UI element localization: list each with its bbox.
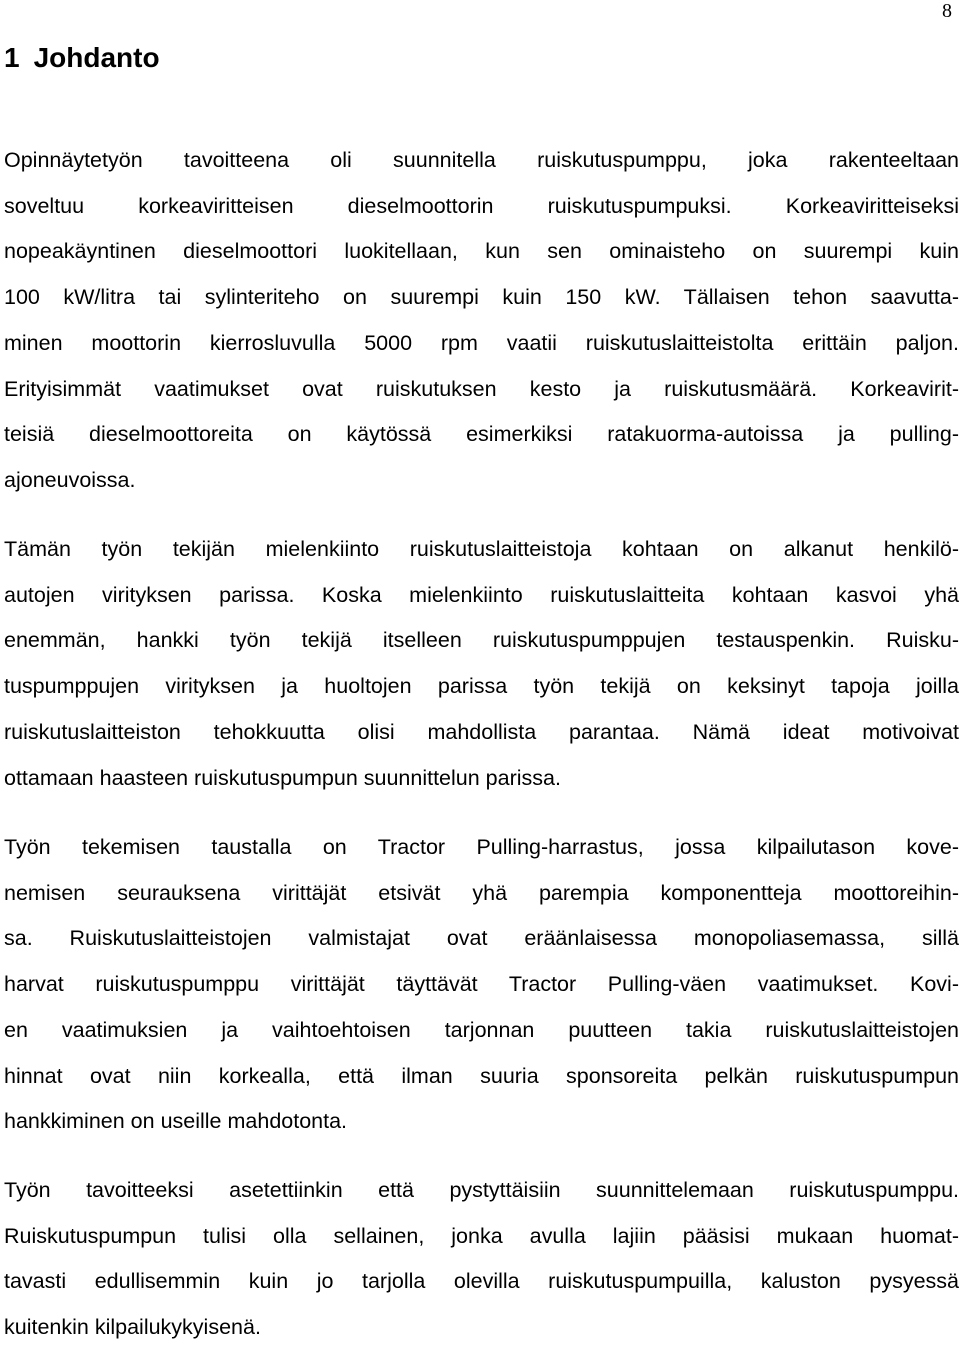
paragraph-objective xyxy=(4,138,959,504)
text-line: sa. Ruiskutuslaitteistojen valmistajat ovat eräänlaisessa monopoliasemassa, sillä xyxy=(4,926,959,951)
page-number: 8 xyxy=(942,0,952,22)
chapter-number: 1 xyxy=(4,42,20,73)
paragraph-motivation xyxy=(4,527,959,801)
text-line: minen moottorin kierrosluvulla 5000 rpm vaatii ruiskutuslaitteistolta erittäin paljon. xyxy=(4,330,959,355)
text-line: teisiä dieselmoottoreita on käytössä esimerkiksi ratakuorma-autoissa ja pulling- xyxy=(4,422,959,447)
text-line: ruiskutuslaitteiston tehokkuutta olisi mahdollista parantaa. Nämä ideat motivoivat xyxy=(4,719,959,744)
text-line: 100 kW/litra tai sylinteriteho on suurempi kuin 150 kW. Tällaisen tehon saavutta- xyxy=(4,285,959,310)
text-line: nemisen seurauksena virittäjät etsivät yhä parempia komponentteja moottoreihin- xyxy=(4,880,959,905)
text-line: enemmän, hankki työn tekijä itselleen ruiskutuspumppujen testauspenkin. Ruisku- xyxy=(4,628,959,653)
text-line: Ruiskutuspumpun tulisi olla sellainen, jonka avulla lajiin pääsisi mukaan huomat- xyxy=(4,1223,959,1248)
text-line: Erityisimmät vaatimukset ovat ruiskutuksen kesto ja ruiskutusmäärä. Korkeavirit- xyxy=(4,376,959,401)
text-line: ottamaan haasteen ruiskutuspumpun suunnittelun parissa. xyxy=(4,765,561,790)
text-line: soveltuu korkeaviritteisen dieselmoottorin ruiskutuspumpuksi. Korkeaviritteiseksi xyxy=(4,193,959,218)
text-line: tavasti edullisemmin kuin jo tarjolla olevilla ruiskutuspumpuilla, kaluston pysyessä xyxy=(4,1269,959,1294)
text-line: hankkiminen on useille mahdotonta. xyxy=(4,1109,348,1134)
chapter-title: Johdanto xyxy=(33,42,160,73)
text-line: autojen virityksen parissa. Koska mielenkiinto ruiskutuslaitteita kohtaan kasvoi yhä xyxy=(4,582,959,607)
paragraph-goal xyxy=(4,1168,959,1351)
text-line: tuspumppujen virityksen ja huoltojen parissa työn tekijä on keksinyt tapoja joilla xyxy=(4,674,959,699)
text-line: Työn tavoitteeksi asetettiinkin että pystyttäisiin suunnittelemaan ruiskutuspumppu. xyxy=(4,1178,959,1202)
text-line: Opinnäytetyön tavoitteena oli suunnitella ruiskutuspumppu, joka rakenteeltaan xyxy=(4,148,959,172)
text-line: en vaatimuksien ja vaihtoehtoisen tarjonnan puutteen takia ruiskutuslaitteistojen xyxy=(4,1017,959,1042)
text-line: nopeakäyntinen dieselmoottori luokitellaan, kun sen ominaisteho on suurempi kuin xyxy=(4,239,959,264)
text-line: hinnat ovat niin korkealla, että ilman suuria sponsoreita pelkän ruiskutuspumpun xyxy=(4,1063,959,1088)
text-line: kuitenkin kilpailukykyisenä. xyxy=(4,1315,261,1340)
text-line: ajoneuvoissa. xyxy=(4,467,136,492)
text-line: Tämän työn tekijän mielenkiinto ruiskutuslaitteistoja kohtaan on alkanut henkilö- xyxy=(4,537,959,561)
text-line: harvat ruiskutuspumppu virittäjät täyttävät Tractor Pulling-väen vaatimukset. Kovi- xyxy=(4,972,959,997)
paragraph-background xyxy=(4,825,959,1145)
chapter-heading xyxy=(4,40,160,76)
text-line: Työn tekemisen taustalla on Tractor Pulling-harrastus, jossa kilpailutason kove- xyxy=(4,835,959,859)
